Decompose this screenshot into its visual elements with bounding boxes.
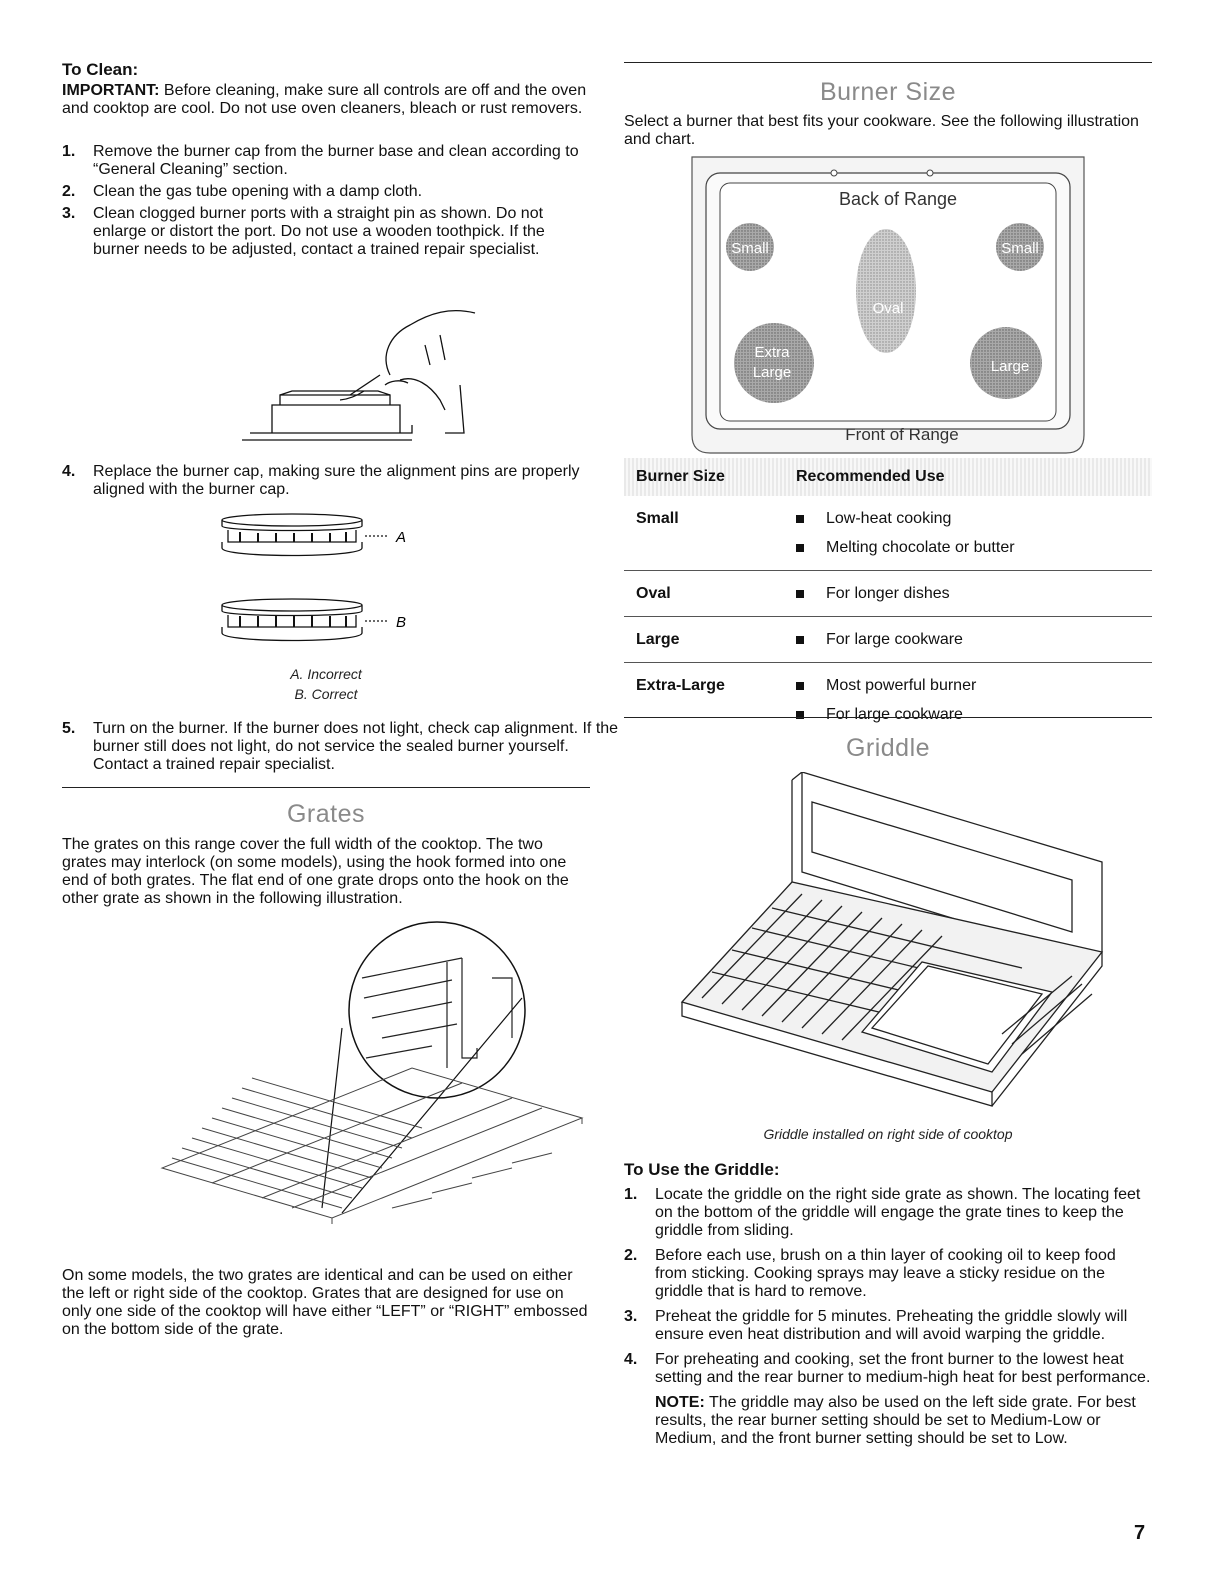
cap-label-a: A [396,529,407,546]
clean-step-3: 3. Clean clogged burner ports with a straight pin as shown. Do not enlarge or distort the port. Do not use a wooden toothpick. If the burner needs to be adjusted, contact a trained repair specialist. [62,205,545,258]
clean-step-4: 4. Replace the burner cap, making sure the alignment pins are properly aligned with the burner cap. [62,463,580,498]
grates-paragraph-2: On some models, the two grates are identical and can be used on either the left or right side of the cooktop. Grates that are designed for use on only one side of the cooktop will have either “LEFT” or “RIGHT” embossed on the bottom side of the grate. [62,1267,588,1338]
griddle-caption: Griddle installed on right side of cooktop [763,1126,1013,1142]
grates-title: Grates [286,800,366,828]
clean-step-2: 2. Clean the gas tube opening with a damp cloth. [62,183,423,200]
diagram-xl-line1: Extra [754,344,790,361]
griddle-step-4: 4. For preheating and cooking, set the front burner to the lowest heat setting and the rear burner to medium-high heat for best performance. [624,1351,1151,1386]
griddle-illustration [662,772,1112,1112]
griddle-title: Griddle [845,734,931,762]
to-clean-heading: To Clean: [62,60,139,79]
important-text: Before cleaning, make sure all controls are off and the oven and cooktop are cool. Do not use oven cleaners, bleach or rust removers. [62,82,587,117]
diagram-small-right: Small [1001,240,1039,257]
burner-size-title: Burner Size [819,78,957,106]
important-label: IMPORTANT: [62,82,160,99]
divider-burner-size [624,62,1152,63]
cap-caption-b: B. Correct [294,686,358,702]
burner-cap-alignment-illustration [220,512,440,652]
use-griddle-heading: To Use the Griddle: [624,1160,780,1179]
diagram-back-label: Back of Range [838,189,958,209]
grates-paragraph-1: The grates on this range cover the full width of the cooktop. The two grates may interlock (on some models), using the hook formed into one end of both grates. The flat end of one grate drops onto the hook on the other grate as shown in the following illustration. [62,836,569,907]
divider-griddle [624,717,1152,718]
table-row: Small Low-heat cooking Melting chocolate or butter [624,496,1152,571]
burner-size-intro: Select a burner that best fits your cookware. See the following illustration and chart. [624,113,1139,148]
diagram-xl-line2: Large [752,364,792,381]
note-text: The griddle may also be used on the left side grate. For best results, the rear burner setting should be set to Medium-Low or Medium, and the front burner setting should be set to Low. [655,1394,1136,1447]
cap-label-b: B [396,614,407,631]
diagram-front-label: Front of Range [845,425,959,444]
griddle-step-3: 3. Preheat the griddle for 5 minutes. Preheating the griddle slowly will ensure even heat distribution and will avoid warping the griddle. [624,1308,1128,1343]
griddle-note [624,1394,1152,1448]
diagram-small-left: Small [731,240,769,257]
clean-step-5: 5. Turn on the burner. If the burner does not light, check cap alignment. If the burner still does not light, do not service the sealed burner yourself. Contact a trained repair specialist. [62,720,619,773]
diagram-oval: Oval [872,300,904,317]
griddle-step-2: 2. Before each use, brush on a thin layer of cooking oil to keep food from sticking. Cooking sprays may leave a sticky residue on the griddle that is hard to remove. [624,1247,1116,1300]
burner-pin-illustration [240,305,480,445]
burner-size-table [624,458,1152,737]
diagram-large: Large [990,358,1030,375]
burner-layout-diagram [690,155,1090,460]
clean-steps-1-3 [62,143,590,259]
note-label: NOTE: [655,1394,705,1411]
divider-grates [62,787,590,788]
table-row: Extra-Large Most powerful burner For large cookware [636,677,977,723]
clean-step-1: 1. Remove the burner cap from the burner base and clean according to “General Cleaning” section. [62,143,579,178]
table-header-use: Recommended Use [784,458,1152,496]
table-row: Oval For longer dishes [624,571,1152,617]
grates-interlock-illustration [132,918,592,1248]
griddle-step-1: 1. Locate the griddle on the right side grate as shown. The locating feet on the bottom of the griddle will engage the grate tines to keep the griddle from sliding. [624,1186,1141,1239]
griddle-steps [624,1186,1152,1448]
table-header-size: Burner Size [624,458,784,496]
important-paragraph [62,82,590,118]
page-number: 7 [1134,1522,1146,1544]
cap-caption-a: A. Incorrect [290,666,362,682]
table-row: Large For large cookware [624,617,1152,663]
